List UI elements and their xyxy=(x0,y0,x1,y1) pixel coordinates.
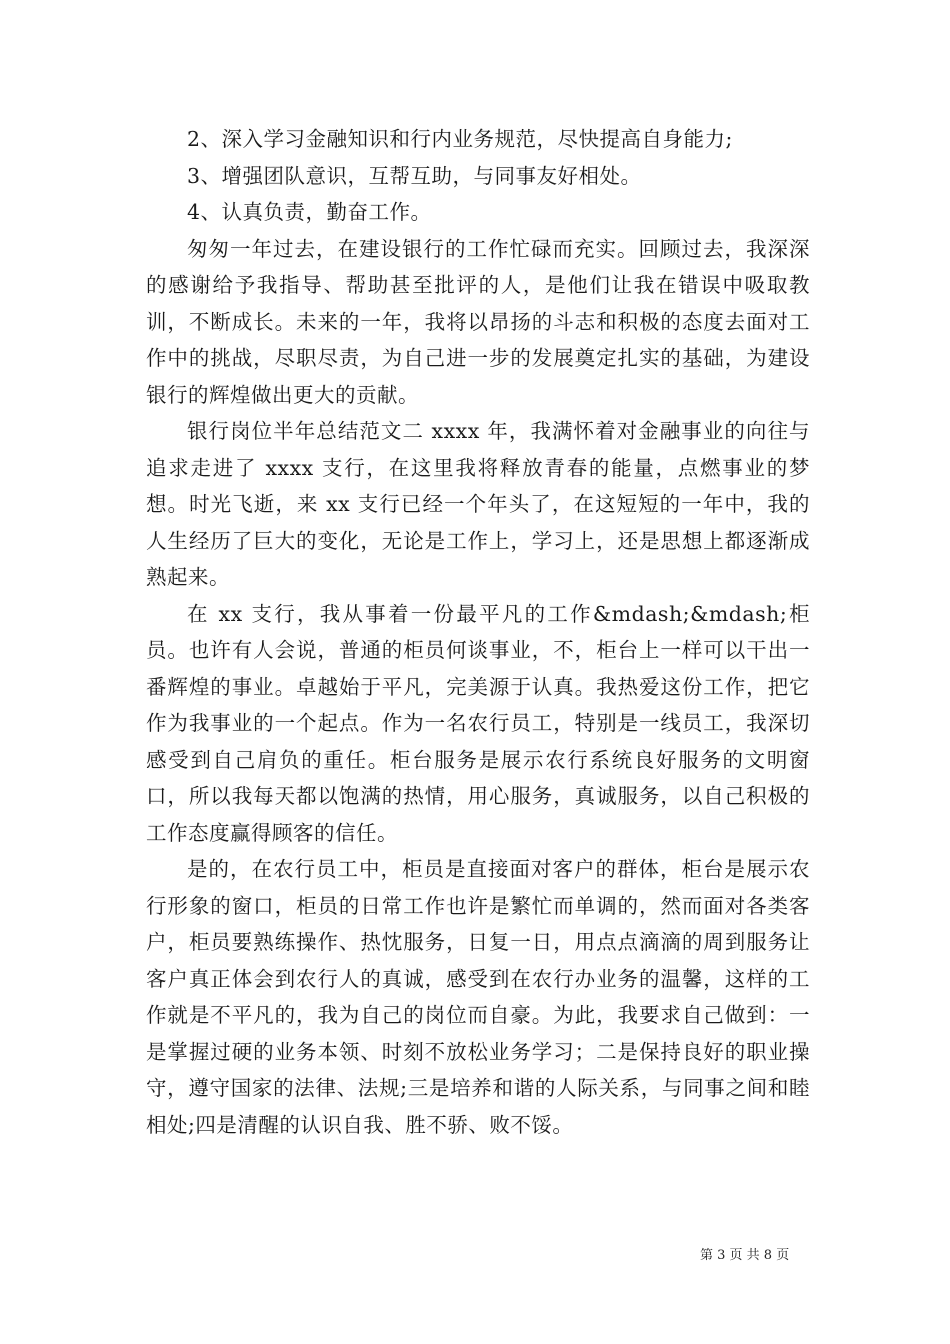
list-item-4: 4、认真负责，勤奋工作。 xyxy=(187,200,432,224)
page-number-footer: 第 3 页 共 8 页 xyxy=(700,1248,790,1263)
paragraph-reflection: 匆匆一年过去，在建设银行的工作忙碌而充实。回顾过去，我深深的感谢给予我指导、帮助甚至批评的人，是他们让我在错误中吸取教训，不断成长。未来的一年，我将以昂扬的斗志和积极的态度去面对工作中的挑战，尽职尽责，为自己进一步的发展奠定扎实的基础，为建设银行的辉煌做出更大的贡献。 xyxy=(146,236,810,407)
paragraph-teller: 在 xx 支行，我从事着一份最平凡的工作&mdash;&mdash;柜员。也许有人会说，普通的柜员何谈事业，不，柜台上一样可以干出一番辉煌的事业。卓越始于平凡，完美源于认真。我热爱这份工作，把它作为我事业的一个起点。作为一名农行员工，特别是一线员工，我深切感受到自己肩负的重任。柜台服务是展示农行系统良好服务的文明窗口，所以我每天都以饱满的热情，用心服务，真诚服务，以自己积极的工作态度赢得顾客的信任。 xyxy=(146,601,810,845)
document-body xyxy=(146,121,810,1143)
list-item-2: 2、深入学习金融知识和行内业务规范，尽快提高自身能力; xyxy=(187,127,733,151)
list-item-3: 3、增强团队意识，互帮互助，与同事友好相处。 xyxy=(187,163,642,188)
paragraph-intro: 银行岗位半年总结范文二 xxxx 年，我满怀着对金融事业的向往与追求走进了 xxxx 支行，在这里我将释放青春的能量，点燃事业的梦想。时光飞逝，来 xx 支行已经一个年头了，在这短短的一年中，我的人生经历了巨大的变化，无论是工作上，学习上，还是思想上都逐渐成熟起来。 xyxy=(146,419,810,589)
paragraph-commitments: 是的，在农行员工中，柜员是直接面对客户的群体，柜台是展示农行形象的窗口，柜员的日常工作也许是繁忙而单调的，然而面对各类客户，柜员要熟练操作、热忱服务，日复一日，用点点滴滴的周到服务让客户真正体会到农行人的真诚，感受到在农行办业务的温馨，这样的工作就是不平凡的，我为自己的岗位而自豪。为此，我要求自己做到：一是掌握过硬的业务本领、时刻不放松业务学习；二是保持良好的职业操守，遵守国家的法律、法规;三是培养和谐的人际关系，与同事之间和睦相处;四是清醒的认识自我、胜不骄、败不馁。 xyxy=(146,857,810,1137)
